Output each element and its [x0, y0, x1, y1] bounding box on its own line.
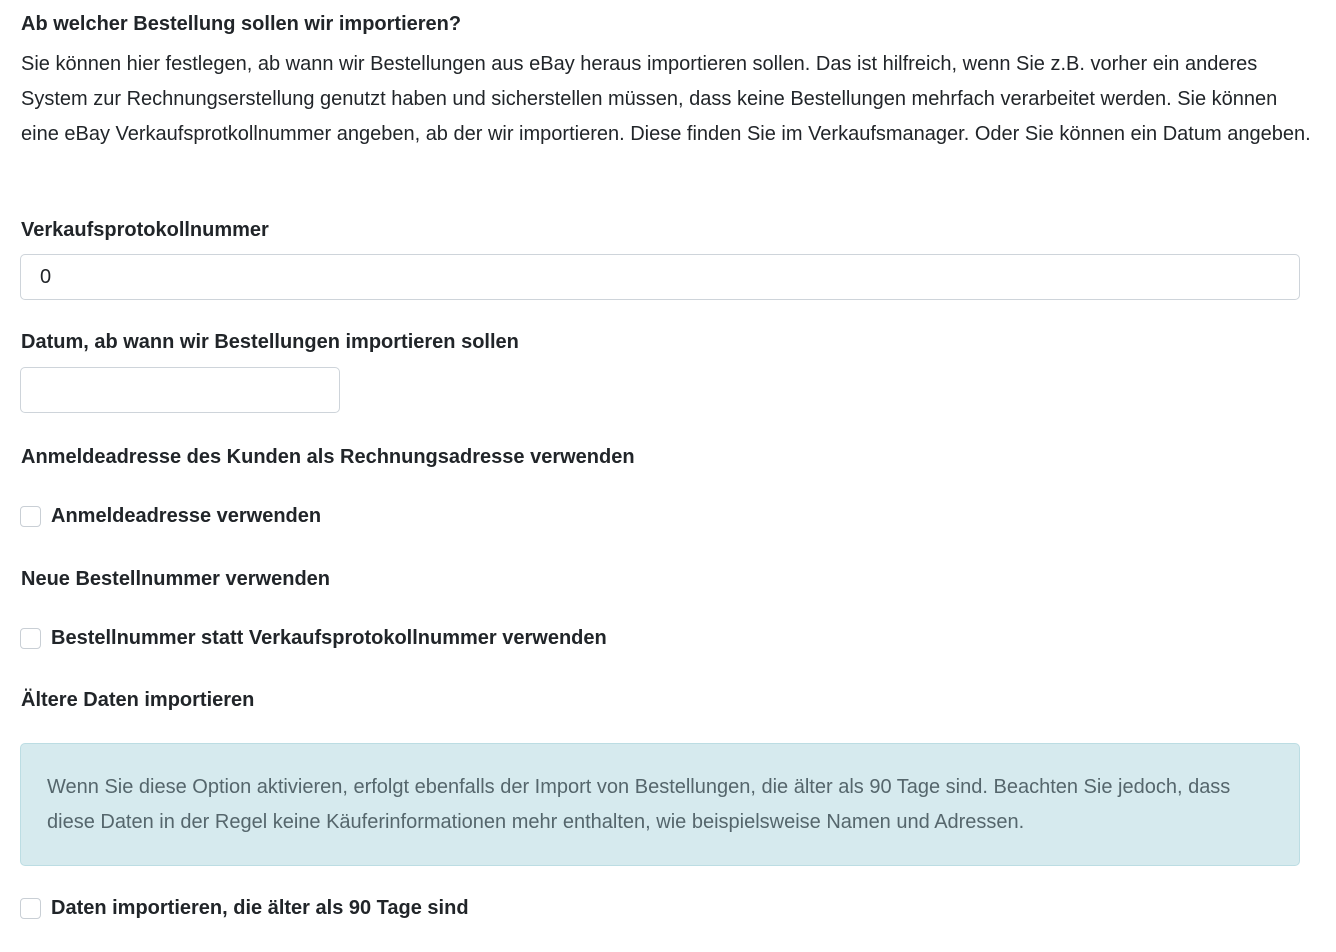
new-order-number-checkbox[interactable] [20, 628, 41, 649]
new-order-number-checkbox-label[interactable]: Bestellnummer statt Verkaufsprotokollnummer verwenden [51, 627, 607, 649]
login-address-checkbox[interactable] [20, 506, 41, 527]
older-data-heading: Ältere Daten importieren [21, 689, 255, 711]
older-data-checkbox-label[interactable]: Daten importieren, die älter als 90 Tage sind [51, 897, 469, 919]
new-order-number-heading: Neue Bestellnummer verwenden [21, 568, 330, 590]
sales-record-input[interactable] [20, 254, 1300, 300]
login-address-checkbox-label[interactable]: Anmeldeadresse verwenden [51, 505, 322, 527]
login-address-option[interactable] [20, 504, 321, 528]
date-input[interactable] [20, 367, 340, 413]
import-from-description: Sie können hier festlegen, ab wann wir Bestellungen aus eBay heraus importieren sollen. Das ist hilfreich, wenn Sie z.B. vorher ein anderes System zur Rechnungserstellung genutzt haben und sicherstellen müssen, dass keine Bestellungen mehrfach verarbeitet werden. Sie können eine eBay Verkaufsprotkollnummer angeben, ab der wir importieren. Diese finden Sie im Verkaufsmanager. Oder Sie können ein Datum angeben. [21, 53, 1311, 145]
import-from-heading: Ab welcher Bestellung sollen wir importieren? [21, 13, 462, 35]
older-data-checkbox[interactable] [20, 898, 41, 919]
login-address-heading: Anmeldeadresse des Kunden als Rechnungsadresse verwenden [21, 446, 635, 468]
older-data-option[interactable] [20, 896, 469, 920]
date-field-label: Datum, ab wann wir Bestellungen importieren sollen [21, 331, 519, 353]
older-data-info-alert: Wenn Sie diese Option aktivieren, erfolgt ebenfalls der Import von Bestellungen, die älter als 90 Tage sind. Beachten Sie jedoch, dass diese Daten in der Regel keine Käuferinformationen mehr enthalten, wie beispielsweise Namen und Adressen. [20, 743, 1300, 866]
new-order-number-option[interactable] [20, 626, 607, 650]
sales-record-label: Verkaufsprotokollnummer [21, 219, 269, 241]
